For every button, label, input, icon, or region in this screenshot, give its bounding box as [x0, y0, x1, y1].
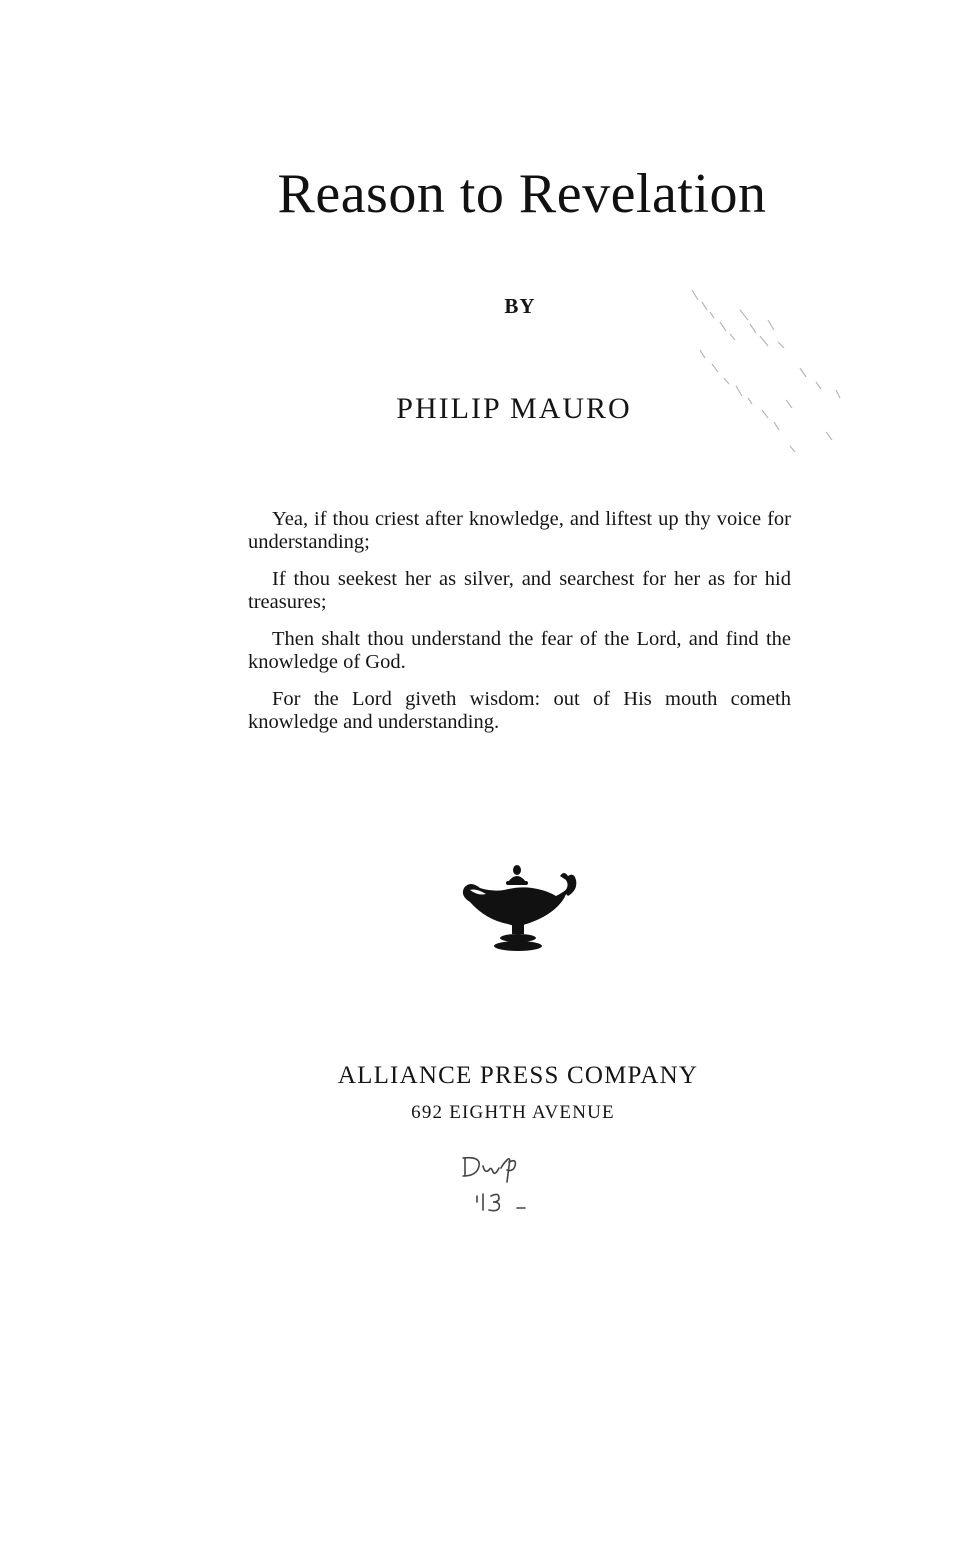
- speckle-marks: [640, 250, 880, 480]
- epigraph-verse: For the Lord giveth wisdom: out of His mouth cometh knowledge and understanding.: [248, 688, 791, 733]
- handwritten-signature-mark: [455, 1150, 545, 1220]
- epigraph-verse: If thou seekest her as silver, and searchest for her as for hid treasures;: [248, 568, 791, 613]
- book-title: Reason to Revelation: [277, 163, 767, 225]
- publisher-address: 692 EIGHTH AVENUE: [411, 1102, 615, 1123]
- oil-lamp-icon: [460, 862, 580, 954]
- handwritten-annotation: [455, 1150, 545, 1220]
- author-name: PHILIP MAURO: [396, 392, 632, 425]
- byline-label: BY: [504, 294, 536, 318]
- epigraph: [248, 508, 791, 748]
- epigraph-verse: Yea, if thou criest after knowledge, and liftest up thy voice for understanding;: [248, 508, 791, 553]
- scan-speckles: [640, 250, 880, 480]
- publisher-name: ALLIANCE PRESS COMPANY: [337, 1062, 699, 1089]
- epigraph-verse: Then shalt thou understand the fear of the Lord, and find the knowledge of God.: [248, 628, 791, 673]
